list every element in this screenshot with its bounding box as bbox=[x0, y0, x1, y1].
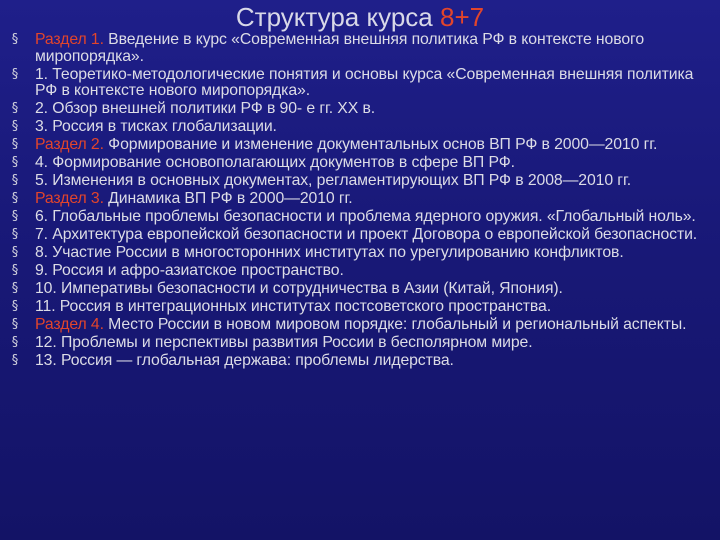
bullet-icon: § bbox=[11, 101, 19, 117]
item-text: 10. Императивы безопасности и сотрудничества в Азии (Китай, Япония). bbox=[35, 280, 563, 297]
bullet-icon: § bbox=[11, 334, 19, 350]
item-text: 11. Россия в интеграционных институтах постсоветского пространства. bbox=[35, 297, 551, 315]
list-item bbox=[8, 32, 718, 65]
item-text: 13. Россия — глобальная держава: проблемы лидерства. bbox=[35, 351, 454, 369]
bullet-icon: § bbox=[11, 298, 19, 314]
section-label: Раздел 4. bbox=[35, 315, 104, 333]
bullet-icon: § bbox=[11, 227, 19, 243]
bullet-icon: § bbox=[11, 173, 19, 189]
item-text: 7. Архитектура европейской безопасности и проект Договора о европейской безопасности. bbox=[35, 226, 698, 244]
item-text: 2. Обзор внешней политики РФ в 90- е гг. XX в. bbox=[35, 100, 376, 118]
bullet-icon: § bbox=[11, 245, 19, 261]
course-structure-list bbox=[8, 32, 718, 371]
bullet-icon: § bbox=[11, 281, 19, 296]
list-item bbox=[8, 353, 718, 370]
item-text: Место России в новом мировом порядке: глобальный и региональный аспекты. bbox=[103, 315, 687, 333]
bullet-icon: § bbox=[11, 137, 19, 153]
slide-title-text: Структура курса bbox=[235, 2, 433, 32]
item-text: Введение в курс «Современная внешняя политика РФ в контексте нового миропорядка». bbox=[35, 31, 645, 65]
list-item bbox=[8, 101, 718, 118]
list-item bbox=[8, 281, 718, 298]
slide-title-accent: 8+7 bbox=[440, 2, 485, 32]
bullet-icon: § bbox=[11, 209, 19, 225]
list-item bbox=[8, 263, 718, 280]
section-label: Раздел 3. bbox=[35, 190, 104, 208]
item-text: 3. Россия в тисках глобализации. bbox=[35, 118, 277, 136]
item-text: 12. Проблемы и перспективы развития России в бесполярном мире. bbox=[35, 333, 533, 351]
item-text: 6. Глобальные проблемы безопасности и проблема ядерного оружия. «Глобальный ноль». bbox=[35, 208, 696, 226]
list-item bbox=[8, 173, 718, 190]
bullet-icon: § bbox=[11, 191, 19, 207]
list-item bbox=[8, 299, 718, 316]
bullet-icon: § bbox=[11, 263, 19, 279]
item-text: 8. Участие России в многосторонних институтах по урегулированию конфликтов. bbox=[35, 244, 624, 262]
list-item bbox=[8, 137, 718, 154]
bullet-icon: § bbox=[11, 119, 19, 135]
item-text: 9. Россия и афро-азиатское пространство. bbox=[35, 262, 344, 280]
item-text: 5. Изменения в основных документах, регламентирующих ВП РФ в 2008—2010 гг. bbox=[35, 172, 631, 190]
list-item bbox=[8, 119, 718, 136]
bullet-icon: § bbox=[11, 316, 19, 332]
list-item bbox=[8, 209, 718, 226]
list-item bbox=[8, 317, 718, 334]
section-label: Раздел 2. bbox=[35, 136, 104, 154]
list-item bbox=[8, 245, 718, 262]
slide-title bbox=[0, 2, 720, 32]
list-item bbox=[8, 227, 718, 244]
item-text: 4. Формирование основополагающих документов в сфере ВП РФ. bbox=[35, 154, 515, 172]
bullet-icon: § bbox=[11, 352, 19, 368]
bullet-icon: § bbox=[11, 32, 19, 47]
bullet-icon: § bbox=[11, 155, 19, 171]
list-item bbox=[8, 191, 718, 208]
list-item bbox=[8, 155, 718, 172]
item-text: Формирование и изменение документальных основ ВП РФ в 2000—2010 гг. bbox=[103, 136, 658, 154]
list-item bbox=[8, 67, 718, 100]
item-text: 1. Теоретико-методологические понятия и основы курса «Современная внешняя политика РФ в контексте нового миропорядка». bbox=[35, 65, 694, 100]
list-item bbox=[8, 335, 718, 352]
bullet-icon: § bbox=[11, 66, 19, 82]
item-text: Динамика ВП РФ в 2000—2010 гг. bbox=[103, 190, 353, 208]
section-label: Раздел 1. bbox=[35, 31, 104, 48]
